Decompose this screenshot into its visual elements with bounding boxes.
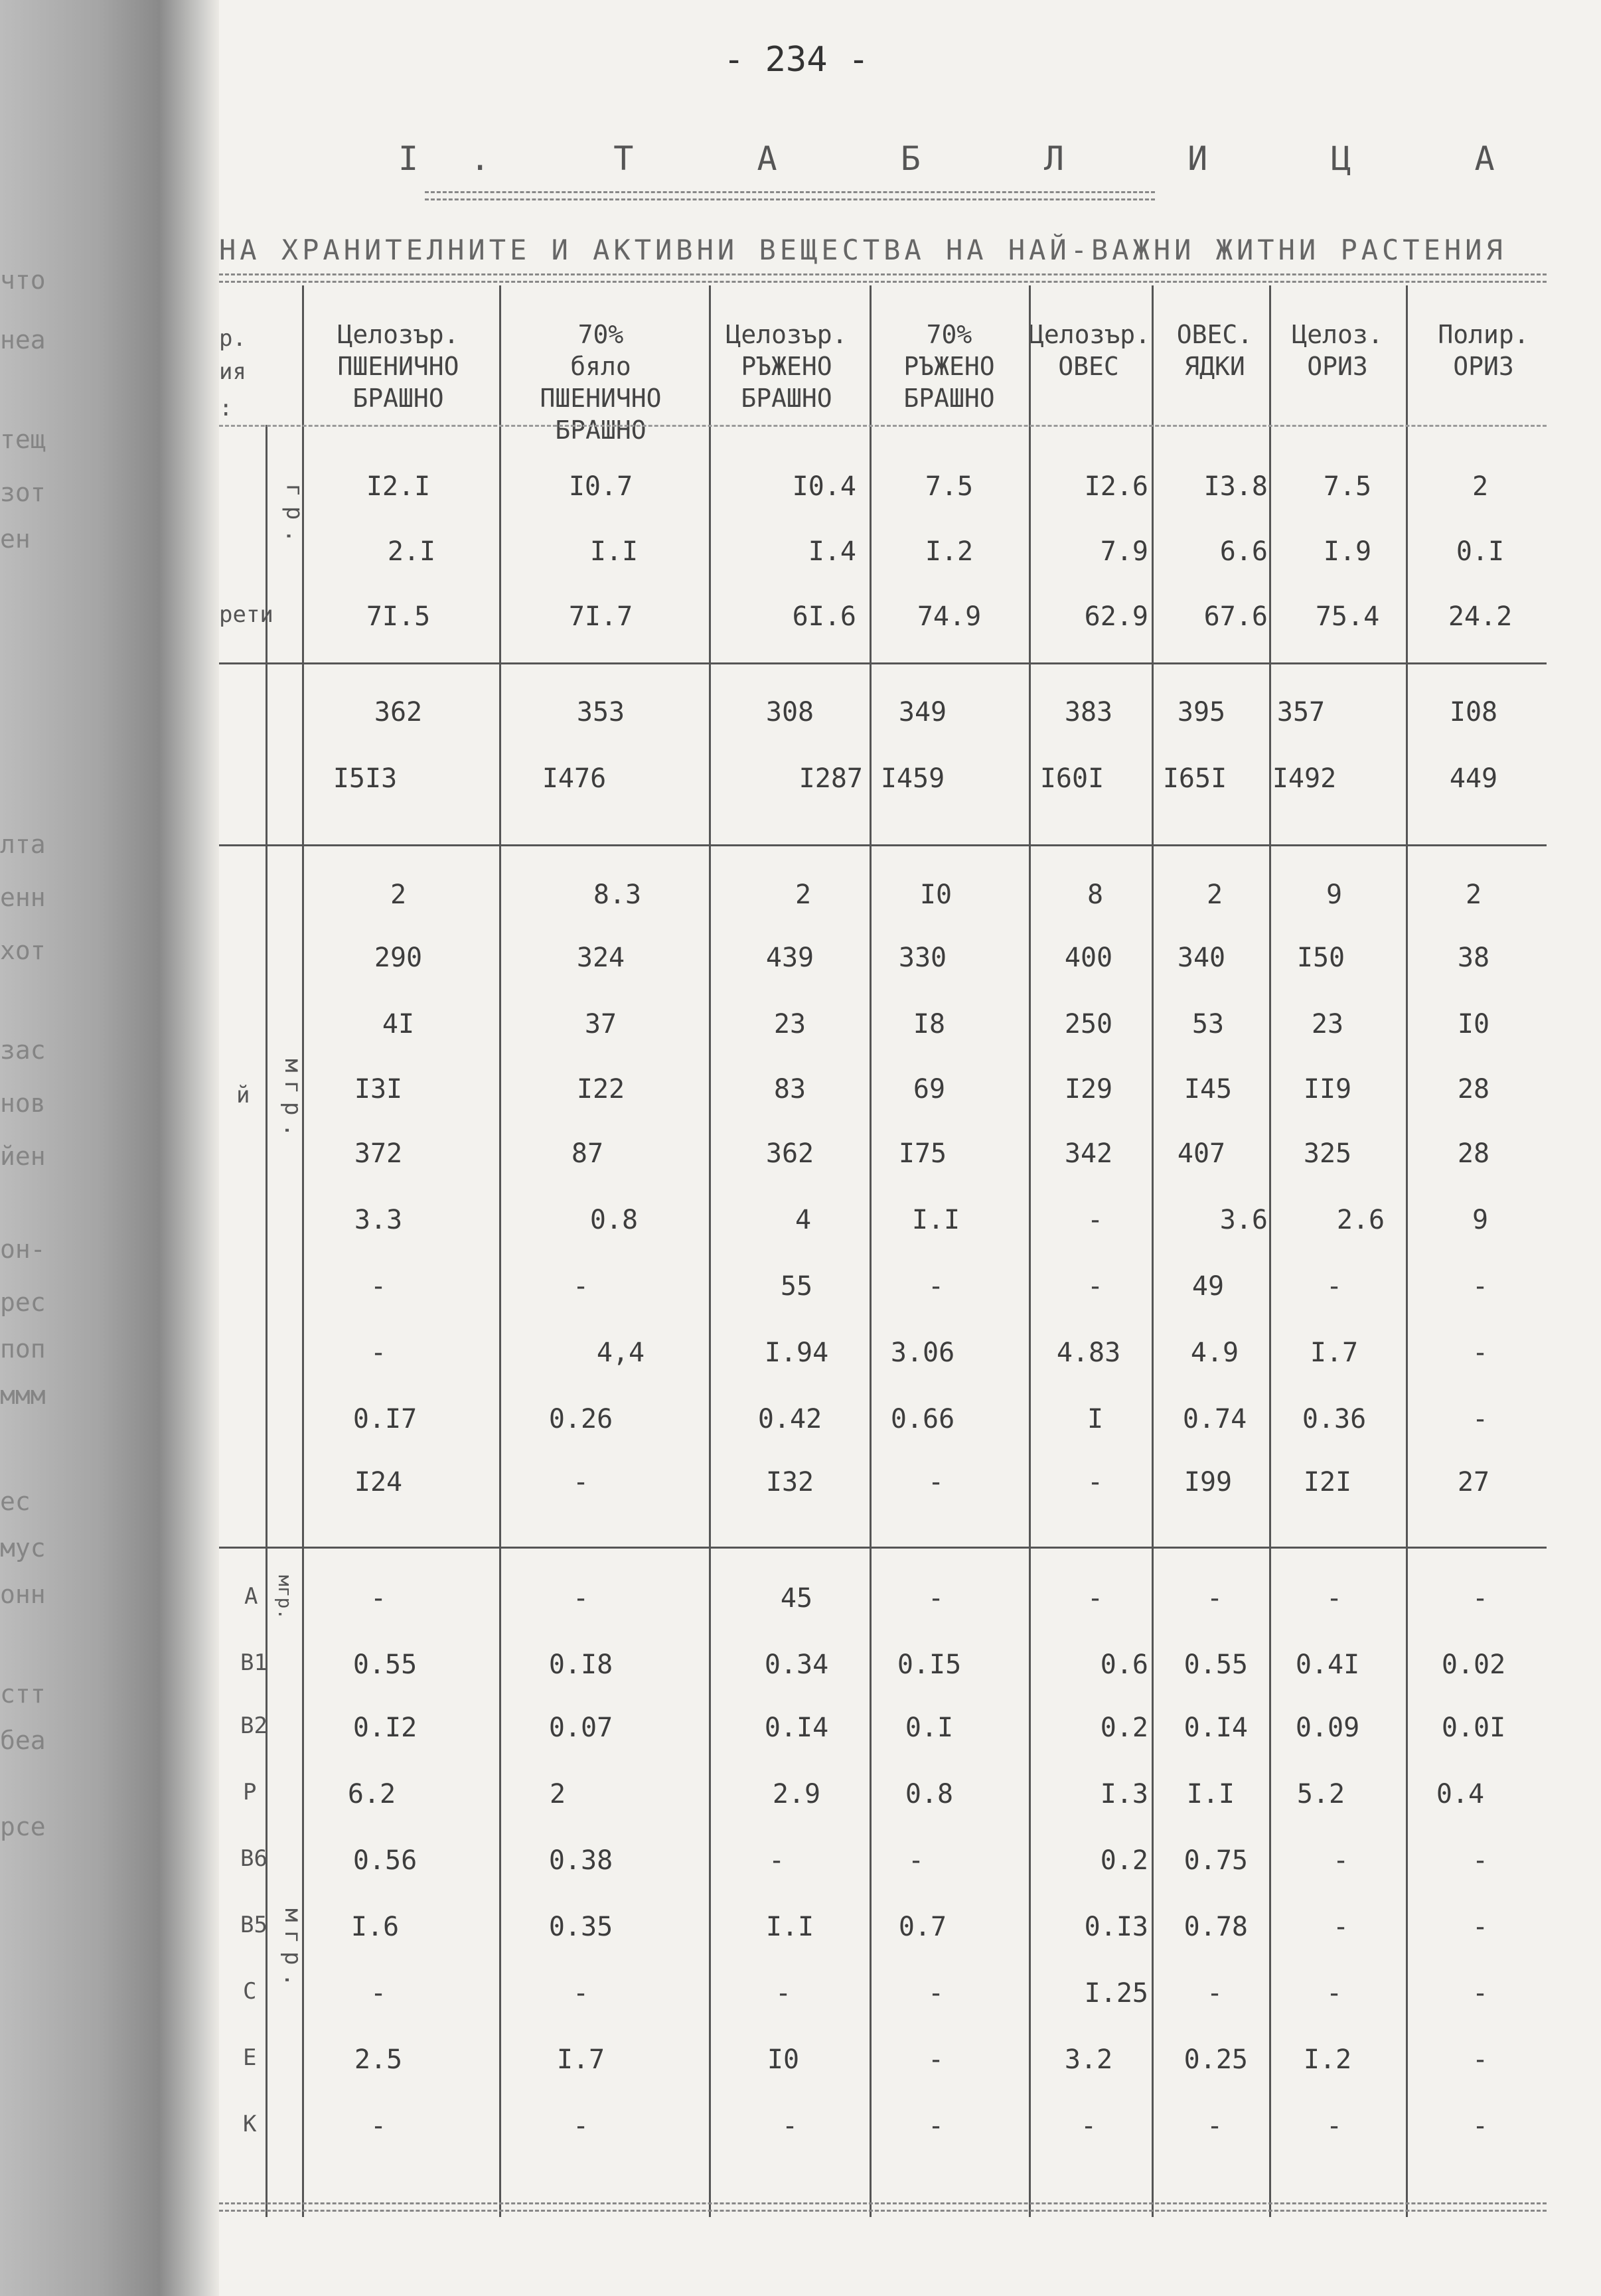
table-cell: 0.0I: [1441, 1713, 1506, 1743]
table-cell: 55: [780, 1271, 813, 1302]
table-cell: -: [768, 1845, 785, 1876]
table-cell: 2.9: [772, 1779, 821, 1809]
subtitle-underline: [219, 273, 1547, 283]
table-cell: -: [572, 1978, 589, 2009]
table-cell: 0.6: [1100, 1649, 1148, 1680]
table-cell: I8: [913, 1009, 946, 1039]
table-cell: 0.2: [1100, 1713, 1148, 1743]
table-cell: -: [1472, 1338, 1489, 1368]
table-cell: -: [1332, 1912, 1349, 1942]
table-cell: 9: [1326, 880, 1343, 910]
table-cell: I3I: [354, 1074, 403, 1105]
table-cell: 0.I: [905, 1713, 954, 1743]
table-cell: I.2: [1303, 2044, 1352, 2075]
bottom-rule: [219, 2202, 1547, 2212]
table-cell: 62.9: [1084, 601, 1148, 632]
table-cell: -: [907, 1845, 925, 1876]
table-cell: I.2: [925, 536, 974, 567]
table-cell: 27: [1457, 1467, 1490, 1497]
stub-label: р.: [219, 325, 246, 352]
table-cell: 0.I2: [352, 1713, 418, 1743]
table-cell: 353: [576, 697, 625, 727]
table-subtitle: НА ХРАНИТЕЛНИТЕ И АКТИВНИ ВЕЩЕСТВА НА НАЙ-ВАЖНИ ЖИТНИ РАСТЕНИЯ: [219, 234, 1507, 266]
table-cell: -: [572, 2111, 589, 2141]
table-cell: -: [1472, 1271, 1489, 1302]
table-cell: 0.I7: [352, 1404, 418, 1434]
table-cell: 6.6: [1219, 536, 1268, 567]
table-cell: -: [1087, 1583, 1104, 1614]
table-cell: 0.7: [898, 1912, 947, 1942]
bleed-text: хот: [0, 936, 46, 965]
table-cell: -: [1326, 1978, 1343, 2009]
bleed-text: ммм: [0, 1381, 46, 1410]
bleed-text: стт: [0, 1679, 46, 1709]
column-header: Целозър. ПШЕНИЧНО БРАШНО: [337, 320, 459, 413]
table-cell: -: [1472, 2044, 1489, 2075]
table-cell: 2.6: [1336, 1205, 1385, 1235]
table-cell: I32: [765, 1467, 814, 1497]
bleed-text: зот: [0, 478, 46, 507]
table-cell: 0.55: [1183, 1649, 1248, 1680]
table-cell: -: [370, 2111, 387, 2141]
table-cell: 74.9: [917, 601, 982, 632]
table-cell: -: [1472, 1583, 1489, 1614]
table-cell: 308: [765, 697, 814, 727]
table-cell: 49: [1191, 1271, 1225, 1302]
table-cell: 28: [1457, 1074, 1490, 1105]
table-cell: 449: [1449, 763, 1498, 794]
table-cell: -: [1087, 1467, 1104, 1497]
table-cell: 2: [1465, 880, 1482, 910]
table-cell: 7.5: [925, 471, 974, 502]
table-cell: -: [1472, 1845, 1489, 1876]
table-cell: -: [781, 2111, 799, 2141]
table-cell: 5.2: [1296, 1779, 1345, 1809]
table-cell: I0: [767, 2044, 800, 2075]
table-title: I. Т А Б Л И Ц А: [398, 139, 1547, 178]
table-cell: I99: [1183, 1467, 1233, 1497]
bleed-text: поп: [0, 1334, 46, 1363]
table-cell: I.I: [911, 1205, 960, 1235]
table-cell: -: [370, 1338, 387, 1368]
table-cell: 4.83: [1056, 1338, 1121, 1368]
stub-label: E: [243, 2044, 257, 2071]
table-cell: I.25: [1084, 1978, 1148, 2009]
table-cell: 37: [584, 1009, 617, 1039]
stub-label: B1: [240, 1649, 267, 1676]
table-cell: -: [1472, 1978, 1489, 2009]
unit-label: мгр.: [279, 1059, 306, 1145]
table-cell: I459: [880, 763, 945, 794]
bleed-text: рсе: [0, 1812, 46, 1841]
table-cell: -: [1326, 1583, 1343, 1614]
table-cell: 4I: [382, 1009, 415, 1039]
table-cell: I24: [354, 1467, 403, 1497]
table-cell: 8: [1087, 880, 1104, 910]
table-cell: 325: [1303, 1138, 1352, 1169]
bleed-text: ес: [0, 1487, 31, 1516]
table-cell: 69: [913, 1074, 946, 1105]
table-cell: 0.38: [548, 1845, 613, 1876]
table-cell: -: [927, 1583, 945, 1614]
table-cell: I.I: [589, 536, 639, 567]
table-cell: 8.3: [593, 880, 642, 910]
table-cell: -: [927, 2044, 945, 2075]
table-cell: 330: [898, 943, 947, 973]
table-cell: -: [370, 1978, 387, 2009]
table-cell: -: [572, 1271, 589, 1302]
unit-label: мгр.: [279, 1908, 306, 1995]
table-cell: I60I: [1039, 763, 1105, 794]
table-cell: 6I.6: [792, 601, 856, 632]
table-cell: 324: [576, 943, 625, 973]
table-cell: -: [1326, 2111, 1343, 2141]
table-cell: 0.34: [764, 1649, 829, 1680]
table-cell: I2.I: [366, 471, 431, 502]
table-cell: 2.I: [387, 536, 436, 567]
table-cell: 0.2: [1100, 1845, 1148, 1876]
table-cell: 0.07: [548, 1713, 613, 1743]
stub-label: B2: [240, 1713, 267, 1739]
table-cell: 87: [571, 1138, 604, 1169]
table-cell: 7.9: [1100, 536, 1148, 567]
table-cell: 9: [1472, 1205, 1489, 1235]
stub-label: B6: [240, 1845, 267, 1872]
table-cell: 2: [795, 880, 812, 910]
table-cell: 3.3: [354, 1205, 403, 1235]
stub-label: й: [236, 1082, 250, 1109]
table-cell: 0.02: [1441, 1649, 1506, 1680]
table-cell: -: [927, 1271, 945, 1302]
table-cell: I29: [1064, 1074, 1113, 1105]
table-cell: -: [1206, 2111, 1223, 2141]
table-cell: 0.56: [352, 1845, 418, 1876]
table-cell: 0.09: [1295, 1713, 1360, 1743]
table-cell: I287: [799, 763, 863, 794]
table-cell: -: [927, 1978, 945, 2009]
table-cell: 0.I4: [764, 1713, 829, 1743]
table-cell: 400: [1064, 943, 1113, 973]
table-cell: 0.66: [890, 1404, 955, 1434]
table-cell: 23: [1311, 1009, 1344, 1039]
table-cell: -: [370, 1583, 387, 1614]
table-cell: 4.9: [1190, 1338, 1239, 1368]
table-cell: -: [1087, 1205, 1104, 1235]
table-cell: I2I: [1303, 1467, 1352, 1497]
bleed-text: неа: [0, 325, 46, 354]
stub-label: C: [243, 1978, 257, 2005]
stub-label: B5: [240, 1912, 267, 1938]
bleed-text: что: [0, 266, 46, 295]
table-cell: 83: [773, 1074, 806, 1105]
table-cell: I.I: [765, 1912, 814, 1942]
table-cell: I492: [1272, 763, 1337, 794]
table-cell: 0.I4: [1183, 1713, 1248, 1743]
table-cell: I.7: [1310, 1338, 1359, 1368]
table-cell: I.7: [556, 2044, 605, 2075]
table-cell: I0.4: [792, 471, 856, 502]
table-cell: 75.4: [1315, 601, 1380, 632]
table-cell: 362: [374, 697, 423, 727]
table-cell: I.94: [764, 1338, 829, 1368]
bleed-text: нов: [0, 1089, 46, 1118]
table-cell: I0: [1457, 1009, 1490, 1039]
table-cell: I65I: [1162, 763, 1227, 794]
table-cell: -: [1332, 1845, 1349, 1876]
table-cell: II9: [1303, 1074, 1352, 1105]
table-cell: 357: [1276, 697, 1326, 727]
table-cell: -: [1472, 1404, 1489, 1434]
bleed-text: беа: [0, 1726, 46, 1755]
table-cell: I3.8: [1203, 471, 1268, 502]
stub-label: рети: [219, 601, 273, 628]
table-cell: -: [1080, 2111, 1097, 2141]
stub-label: K: [243, 2111, 257, 2137]
table-cell: 0.I: [1456, 536, 1505, 567]
table-cell: 395: [1177, 697, 1226, 727]
stub-label: :: [219, 395, 233, 421]
table-cell: 349: [898, 697, 947, 727]
table-cell: I0.7: [568, 471, 633, 502]
table-cell: 0.75: [1183, 1845, 1248, 1876]
table-cell: I08: [1449, 697, 1498, 727]
bleed-text: енн: [0, 883, 46, 912]
table-cell: 0.I3: [1084, 1912, 1148, 1942]
table-cell: 407: [1177, 1138, 1226, 1169]
table-cell: -: [1472, 1912, 1489, 1942]
column-header: Целоз. ОРИЗ: [1292, 320, 1383, 381]
table-cell: 383: [1064, 697, 1113, 727]
table-cell: I.6: [350, 1912, 400, 1942]
table-cell: 250: [1064, 1009, 1113, 1039]
table-cell: 6.2: [347, 1779, 396, 1809]
table-cell: 7I.5: [366, 601, 431, 632]
table-cell: 340: [1177, 943, 1226, 973]
table-cell: -: [572, 1467, 589, 1497]
bleed-text: ен: [0, 524, 31, 554]
table-cell: 0.78: [1183, 1912, 1248, 1942]
table-cell: I.I: [1186, 1779, 1235, 1809]
table-cell: 3.2: [1064, 2044, 1113, 2075]
unit-label: гр.: [281, 483, 308, 552]
table-cell: 2.5: [354, 2044, 403, 2075]
table-cell: 0.55: [352, 1649, 418, 1680]
table-cell: I476: [542, 763, 607, 794]
table-cell: -: [927, 1467, 945, 1497]
table-cell: 0.42: [757, 1404, 822, 1434]
table-cell: 0.35: [548, 1912, 613, 1942]
table-cell: I45: [1183, 1074, 1233, 1105]
table-cell: 0.26: [548, 1404, 613, 1434]
table-cell: 0.8: [905, 1779, 954, 1809]
bleed-text: он-: [0, 1235, 46, 1264]
table-cell: 53: [1191, 1009, 1225, 1039]
table-cell: 2: [549, 1779, 566, 1809]
table-cell: 28: [1457, 1138, 1490, 1169]
table-cell: 2: [1472, 471, 1489, 502]
table-cell: 0.25: [1183, 2044, 1248, 2075]
column-header: Полир. ОРИЗ: [1438, 320, 1529, 381]
table-cell: -: [1472, 2111, 1489, 2141]
table-cell: I.3: [1100, 1779, 1148, 1809]
table-cell: 0.74: [1182, 1404, 1247, 1434]
bleed-text: мус: [0, 1533, 46, 1563]
bleed-text: йен: [0, 1142, 46, 1171]
table-cell: 3.6: [1219, 1205, 1268, 1235]
unit-label: мгр.: [274, 1574, 297, 1620]
stub-label: ия: [219, 358, 246, 385]
table-cell: 0.4I: [1295, 1649, 1360, 1680]
table-cell: 0.4: [1436, 1779, 1485, 1809]
table-cell: -: [1326, 1271, 1343, 1302]
table-cell: 45: [780, 1583, 813, 1614]
section-rule: [219, 844, 1547, 846]
table-cell: 2: [1206, 880, 1223, 910]
page-number: - 234 -: [724, 40, 870, 80]
bleed-text: зас: [0, 1035, 46, 1065]
table-cell: 3.06: [890, 1338, 955, 1368]
table-cell: 290: [374, 943, 423, 973]
table-cell: -: [1087, 1271, 1104, 1302]
table-cell: -: [927, 2111, 945, 2141]
table-cell: -: [1206, 1978, 1223, 2009]
bleed-text: тещ: [0, 425, 46, 454]
table-cell: 0.I8: [548, 1649, 613, 1680]
table-cell: I75: [898, 1138, 947, 1169]
table-cell: 7I.7: [568, 601, 633, 632]
bleed-text: онн: [0, 1580, 46, 1609]
title-underline: [425, 191, 1155, 200]
section-rule: [219, 1547, 1547, 1549]
table-cell: I22: [576, 1074, 625, 1105]
table-cell: I: [1087, 1404, 1104, 1434]
stub-label: A: [244, 1583, 258, 1610]
grid-line: [266, 425, 267, 2217]
table-cell: -: [572, 1583, 589, 1614]
table-cell: 439: [765, 943, 814, 973]
table-cell: 4,4: [596, 1338, 645, 1368]
bleed-text: рес: [0, 1288, 46, 1317]
table-cell: 24.2: [1448, 601, 1513, 632]
column-header: 70% РЪЖЕНО БРАШНО: [903, 320, 995, 413]
table-cell: 342: [1064, 1138, 1113, 1169]
column-header: ОВЕС. ЯДКИ: [1176, 320, 1253, 381]
column-header: Целозър. РЪЖЕНО БРАШНО: [725, 320, 848, 413]
table-cell: 23: [773, 1009, 806, 1039]
table-cell: -: [1206, 1583, 1223, 1614]
stub-label: P: [243, 1779, 257, 1805]
table-cell: -: [370, 1271, 387, 1302]
table-cell: I2.6: [1084, 471, 1148, 502]
table-cell: I50: [1296, 943, 1345, 973]
table-cell: 0.36: [1302, 1404, 1367, 1434]
table-cell: 0.8: [589, 1205, 639, 1235]
table-cell: 4: [795, 1205, 812, 1235]
table-cell: 38: [1457, 943, 1490, 973]
header-rule: [219, 425, 1547, 427]
table-cell: 362: [765, 1138, 814, 1169]
table-cell: I.4: [808, 536, 856, 567]
table-cell: I0: [919, 880, 953, 910]
table-cell: 67.6: [1203, 601, 1268, 632]
table-cell: I.9: [1323, 536, 1372, 567]
table-cell: I5I3: [333, 763, 398, 794]
column-header: Целозър. ОВЕС: [1029, 320, 1151, 381]
column-header: 70% бяло ПШЕНИЧНО БРАШНО: [540, 320, 662, 445]
table-cell: 7.5: [1323, 471, 1372, 502]
section-rule: [219, 662, 1547, 664]
table-cell: 372: [354, 1138, 403, 1169]
table-cell: -: [775, 1978, 792, 2009]
table-cell: 0.I5: [897, 1649, 962, 1680]
bleed-text: лта: [0, 830, 46, 859]
table-cell: 2: [390, 880, 407, 910]
